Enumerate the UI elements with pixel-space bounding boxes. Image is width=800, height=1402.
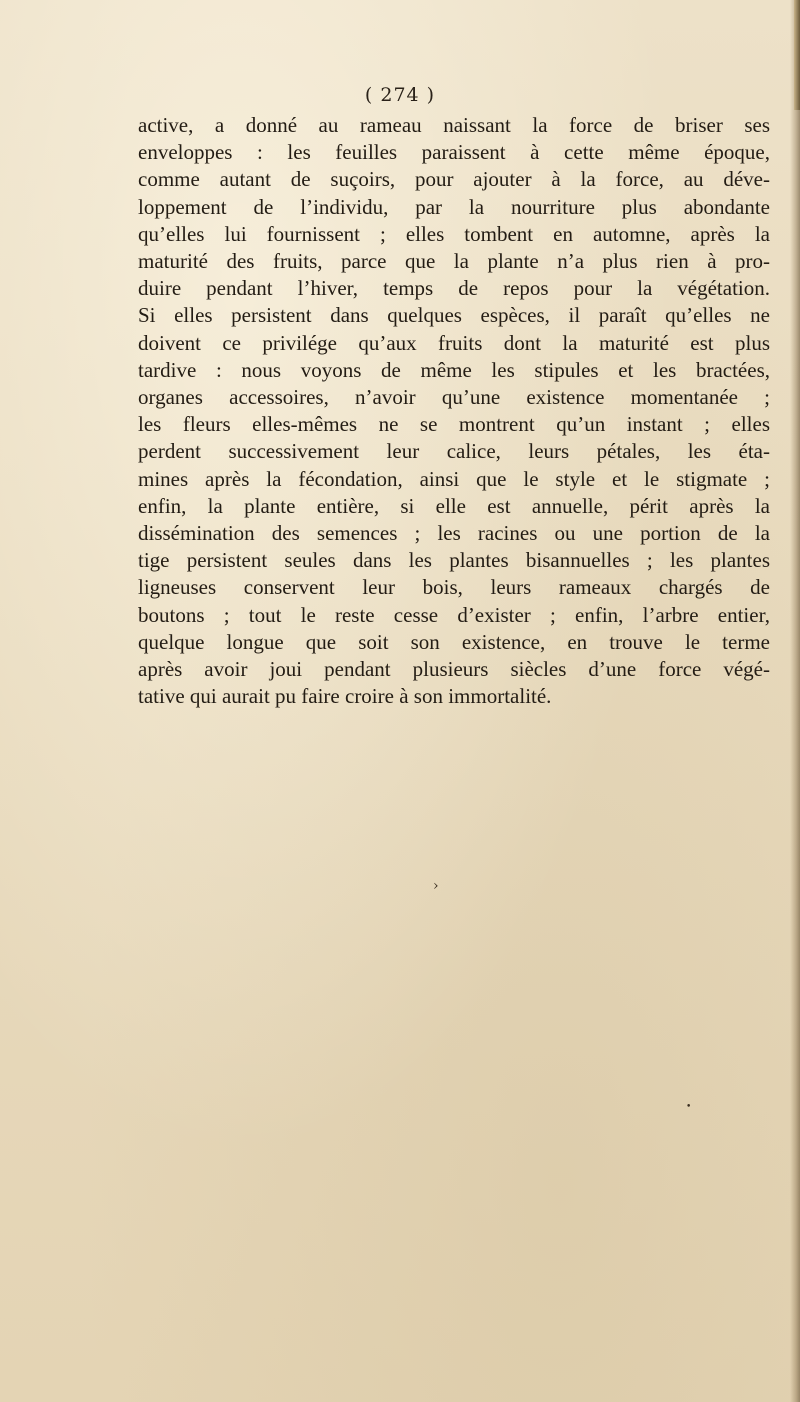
text-line: enfin, la plante entière, si elle est annuelle, périt après la xyxy=(138,493,770,518)
text-line: maturité des fruits, parce que la plante n’a plus rien à pro- xyxy=(138,249,770,274)
text-line: perdent successivement leur calice, leurs pétales, les éta- xyxy=(138,439,770,464)
text-line: dissémination des semences ; les racines ou une portion de la xyxy=(138,521,770,546)
text-line: loppement de l’individu, par la nourriture plus abondante xyxy=(138,194,770,219)
ink-speck: • xyxy=(686,1102,692,1112)
ink-speck: › xyxy=(433,878,439,894)
text-line: doivent ce privilége qu’aux fruits dont la maturité est plus xyxy=(138,330,770,355)
text-line: ligneuses conservent leur bois, leurs rameaux chargés de xyxy=(138,575,770,600)
text-line: les fleurs elles-mêmes ne se montrent qu’un instant ; elles xyxy=(138,412,770,437)
text-line: active, a donné au rameau naissant la force de briser ses xyxy=(138,113,770,137)
text-line: tige persistent seules dans les plantes bisannuelles ; les plantes xyxy=(138,548,770,573)
body-paragraph xyxy=(138,112,770,710)
text-line: duire pendant l’hiver, temps de repos pour la végétation. xyxy=(138,276,770,301)
text-line: mines après la fécondation, ainsi que le style et le stigmate ; xyxy=(138,466,770,491)
text-line: tative qui aurait pu faire croire à son immortalité. xyxy=(138,684,552,709)
page-number: ( 274 ) xyxy=(364,84,436,106)
text-line: comme autant de suçoirs, pour ajouter à la force, au déve- xyxy=(138,167,770,192)
text-line: qu’elles lui fournissent ; elles tombent en automne, après la xyxy=(138,221,770,246)
text-line: tardive : nous voyons de même les stipules et les bractées, xyxy=(138,357,770,382)
text-line: boutons ; tout le reste cesse d’exister ; enfin, l’arbre entier, xyxy=(138,602,770,627)
text-line: Si elles persistent dans quelques espèces, il paraît qu’elles ne xyxy=(138,303,770,328)
text-line: après avoir joui pendant plusieurs siècles d’une force végé- xyxy=(138,657,770,682)
text-line: enveloppes : les feuilles paraissent à cette même époque, xyxy=(138,140,770,165)
page-edge-shadow xyxy=(790,0,800,1402)
text-line: quelque longue que soit son existence, en trouve le terme xyxy=(138,629,770,654)
text-line: organes accessoires, n’avoir qu’une existence momentanée ; xyxy=(138,385,770,410)
